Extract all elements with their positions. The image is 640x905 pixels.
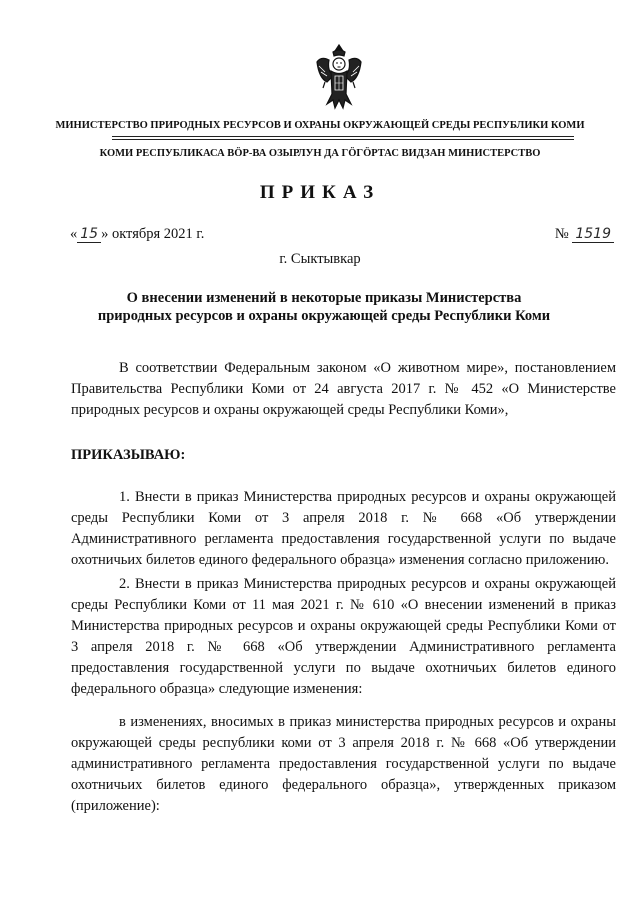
document-type-title: ПРИКАЗ — [259, 182, 381, 203]
basis-paragraph: В соответствии Федеральным законом «О животном мире», постановлением Правительства Республики Коми от 24 августа 2017 г. № 452 «О Министерстве природных ресурсов и охраны окружающей среды Республики Коми», — [71, 360, 616, 418]
header-rule-thin — [112, 139, 574, 140]
date-close-quote: » — [101, 226, 109, 242]
coat-of-arms-icon — [313, 42, 365, 114]
order-item-2-subparagraph: в изменениях, вносимых в приказ министерства природных ресурсов и охраны окружающей среды республики коми от 3 апреля 2018 г. № 668 «Об утверждении административного регламента предоставления государственной услуги по выдаче охотничьих билетов единого федерального образца», утвержденных приказом (приложение): — [71, 714, 616, 814]
header-rule-thick — [112, 136, 574, 137]
ministry-name-komi: КОМИ РЕСПУБЛИКАСА ВӦР-ВА ОЗЫРЛУН ДА ГӦГӦРТАС ВИДЗАН МИНИСТЕРСТВО — [99, 148, 541, 159]
date-open-quote: « — [70, 226, 78, 242]
number-value-handwritten: 1519 — [572, 227, 614, 243]
document-subject: О внесении изменений в некоторые приказы Министерства природных ресурсов и охраны окружающей среды Республики Коми — [97, 290, 551, 324]
order-item-2: 2. Внести в приказ Министерства природных ресурсов и охраны окружающей среды Республики Коми от 11 мая 2021 г. № 610 «О внесении изменений в приказ Министерства природных ресурсов и охраны окружающей среды Республики Коми от 3 апреля 2018 г. № 668 «Об утверждении Административного регламента предоставления государственной услуги по выдаче охотничьих билетов единого федерального образца» следующие изменения: — [71, 576, 616, 697]
document-city: г. Сыктывкар — [279, 251, 361, 267]
number-label: № — [554, 226, 573, 242]
order-word: ПРИКАЗЫВАЮ: — [71, 447, 186, 463]
order-item-1: 1. Внести в приказ Министерства природных ресурсов и охраны окружающей среды Республики Коми от 3 апреля 2018 г. № 668 «Об утверждении Административного регламента предоставления государственной услуги по выдаче охотничьих билетов единого федерального образца» изменения согласно приложению. — [71, 489, 616, 568]
date-day-handwritten: 15 — [77, 227, 101, 243]
ministry-name-russian: МИНИСТЕРСТВО ПРИРОДНЫХ РЕСУРСОВ И ОХРАНЫ ОКРУЖАЮЩЕЙ СРЕДЫ РЕСПУБЛИКИ КОМИ — [55, 120, 585, 131]
document-number — [555, 226, 614, 243]
date-month-year: октября 2021 г. — [108, 226, 205, 242]
document-date — [70, 226, 204, 243]
